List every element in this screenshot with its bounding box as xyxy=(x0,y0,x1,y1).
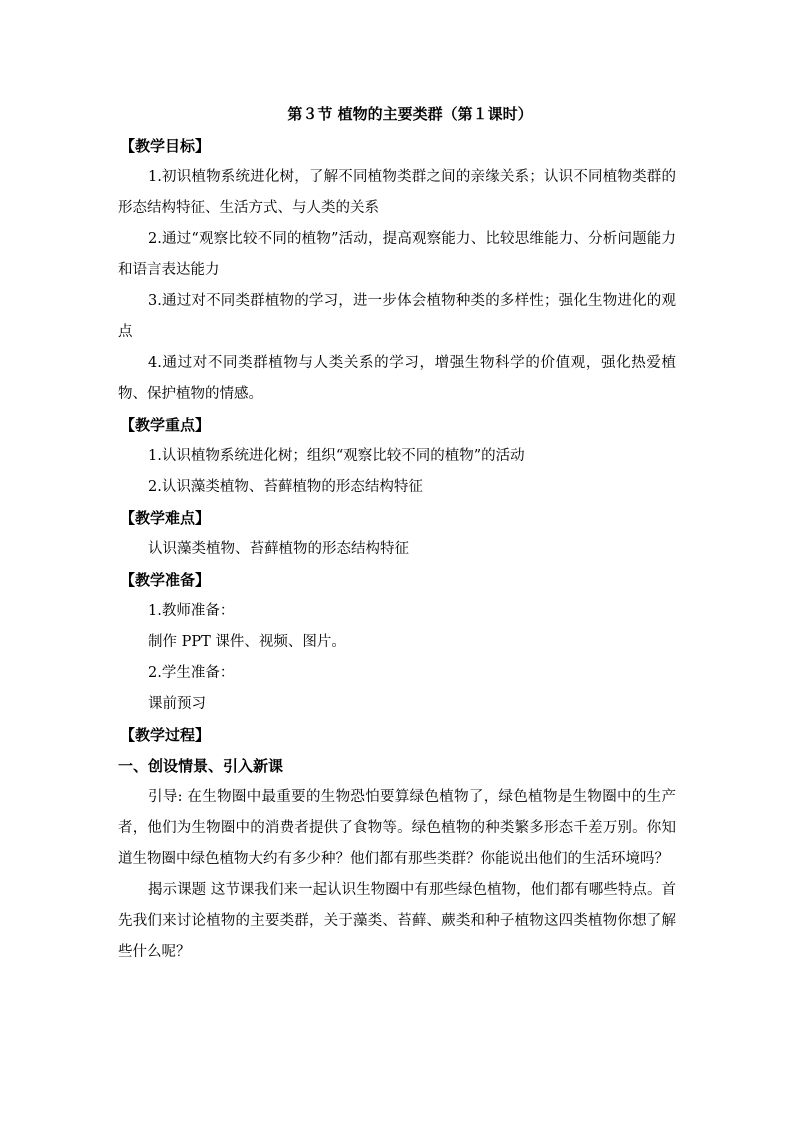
process-paragraph-2: 揭示课题 这节课我们来一起认识生物圈中有那些绿色植物，他们都有哪些特点。首先我们来讨论植物的主要类群，关于藻类、苔藓、蕨类和种子植物这四类植物你想了解些什么呢？ xyxy=(118,882,676,960)
key-point-item-2: 2.认识藻类植物、苔藓植物的形态结构特征 xyxy=(148,479,423,495)
preparation-item-3: 2.学生准备： xyxy=(148,665,235,681)
key-points-heading: 【教学重点】 xyxy=(120,416,211,434)
document-title: 第３节 植物的主要类群（第１课时） xyxy=(287,105,533,123)
difficulty-item-1: 认识藻类植物、苔藓植物的形态结构特征 xyxy=(148,541,409,557)
objective-item-3: 3.通过对不同类群植物的学习，进一步体会植物种类的多样性；强化生物进化的观点 xyxy=(118,293,676,340)
objectives-heading: 【教学目标】 xyxy=(120,137,211,155)
preparation-heading: 【教学准备】 xyxy=(120,571,211,589)
difficulties-heading: 【教学难点】 xyxy=(120,509,211,527)
objective-item-1: 1.初识植物系统进化树，了解不同植物类群之间的亲缘关系；认识不同植物类群的形态结构特征、生活方式、与人类的关系 xyxy=(118,169,676,216)
preparation-item-2: 制作 PPT 课件、视频、图片。 xyxy=(148,634,346,650)
process-heading: 【教学过程】 xyxy=(120,726,211,744)
preparation-item-1: 1.教师准备： xyxy=(148,603,235,619)
preparation-item-4: 课前预习 xyxy=(148,696,206,712)
process-paragraph-1: 引导: 在生物圈中最重要的生物恐怕要算绿色植物了，绿色植物是生物圈中的生产者，他们为生物圈中的消费者提供了食物等。绿色植物的种类繁多形态千差万别。你知道生物圈中绿色植物大约有多少种？他们都有那些类群？你能说出他们的生活环境吗？ xyxy=(118,789,676,867)
process-subheading: 一、创设情景、引入新课 xyxy=(118,757,284,775)
objective-item-4: 4.通过对不同类群植物与人类关系的学习，增强生物科学的价值观，强化热爱植物、保护植物的情感。 xyxy=(118,355,676,402)
objective-item-2: 2.通过“观察比较不同的植物”活动，提高观察能力、比较思维能力、分析问题能力和语言表达能力 xyxy=(118,231,676,278)
document-content xyxy=(118,100,676,968)
key-point-item-1: 1.认识植物系统进化树；组织“观察比较不同的植物”的活动 xyxy=(148,448,525,464)
